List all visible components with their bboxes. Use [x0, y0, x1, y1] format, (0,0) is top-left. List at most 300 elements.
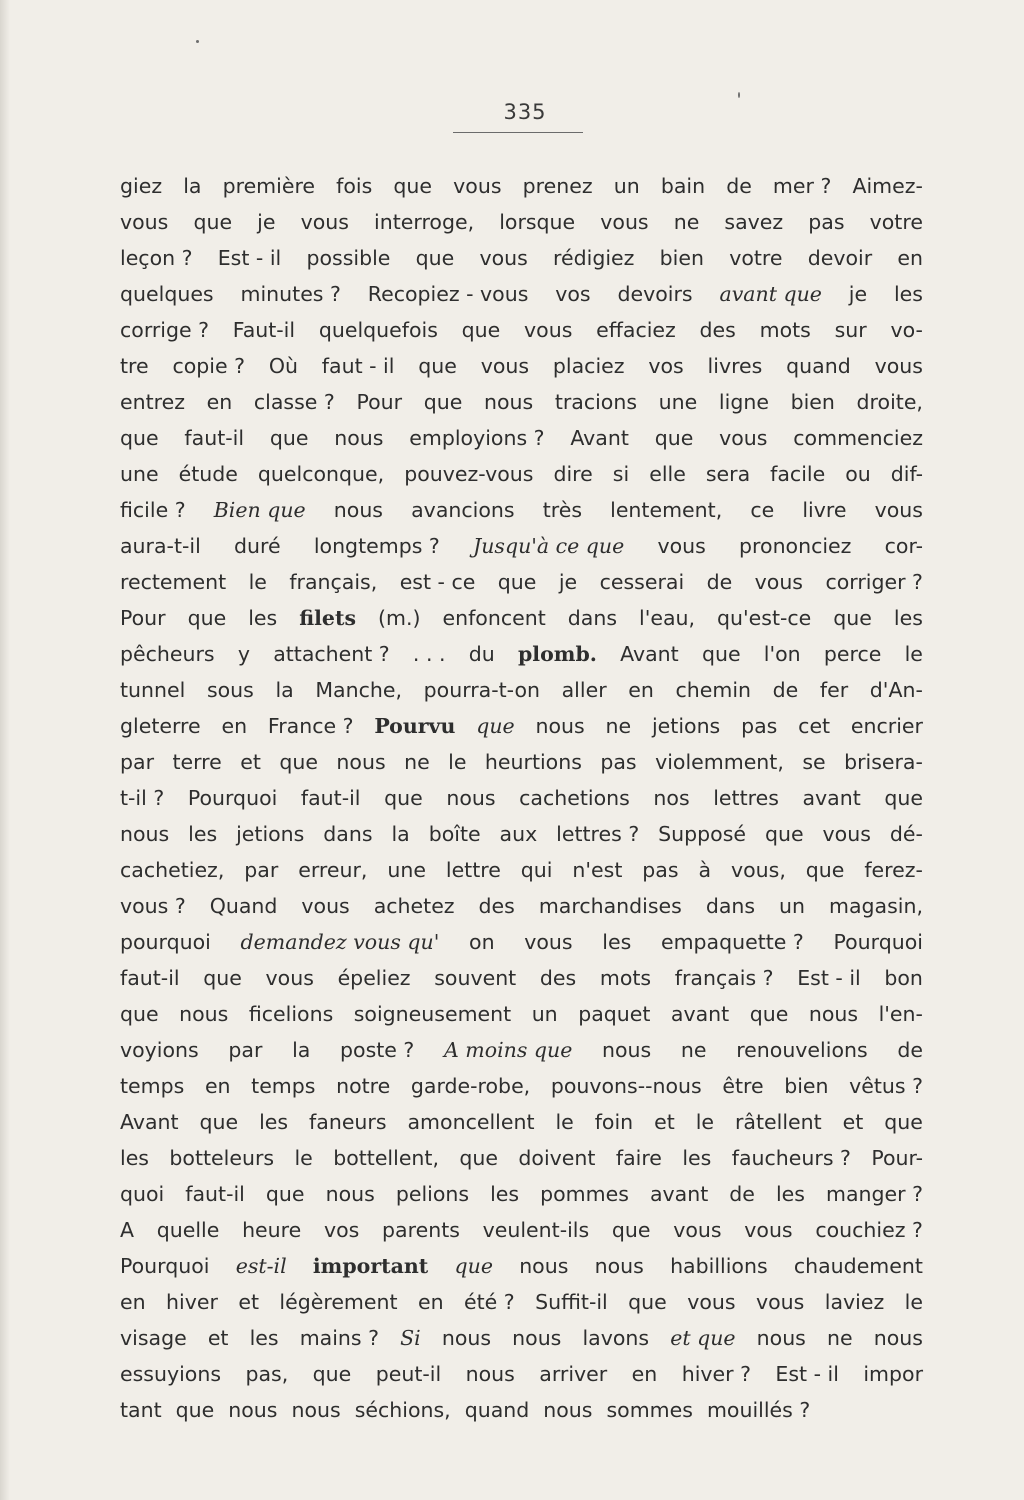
word: le — [695, 1110, 715, 1134]
word: les — [893, 282, 923, 306]
word: épeliez — [337, 966, 411, 990]
word: possible — [306, 246, 391, 270]
word: gleterre — [120, 714, 201, 738]
word: que — [415, 246, 455, 270]
word: France ? — [267, 714, 354, 738]
word: faut-il — [300, 786, 361, 810]
word: Supposé — [658, 822, 747, 846]
word: lettre — [445, 858, 501, 882]
text-line — [120, 420, 923, 456]
word: dif- — [890, 462, 923, 486]
word: quelconque, — [257, 462, 385, 486]
word: été ? — [464, 1290, 515, 1314]
word: visage — [120, 1326, 187, 1350]
word: nous — [465, 1362, 515, 1386]
word: quand — [786, 354, 851, 378]
word: magasin, — [829, 894, 923, 918]
word: vous — [479, 246, 528, 270]
word: bien — [790, 390, 835, 414]
word: nous — [336, 750, 386, 774]
word: rectement — [120, 570, 227, 594]
word: un — [531, 1002, 558, 1026]
word: attachent ? — [273, 642, 390, 666]
word: Où — [268, 354, 298, 378]
word: que — [175, 1398, 215, 1422]
word: un — [613, 174, 640, 198]
word: Pourvu — [374, 714, 456, 738]
word: que — [654, 426, 694, 450]
word: que — [701, 642, 741, 666]
word: de — [706, 570, 733, 594]
word: le — [904, 642, 923, 666]
word: et — [207, 1326, 229, 1350]
word: vêtus ? — [849, 1074, 923, 1098]
word: Suffit-il — [535, 1290, 608, 1314]
word: Pourquoi — [187, 786, 278, 810]
word: ne — [605, 714, 632, 738]
word: notre — [336, 1074, 391, 1098]
word: bottellent, — [333, 1146, 439, 1170]
word: fer — [819, 678, 849, 702]
word: nous — [873, 1326, 923, 1350]
word: giez — [120, 174, 163, 198]
word: hiver — [166, 1290, 218, 1314]
word: que — [279, 750, 318, 774]
word: t-il ? — [120, 786, 165, 810]
word: que — [193, 210, 233, 234]
word: vous — [524, 318, 573, 342]
word: Quand — [209, 894, 278, 918]
word: faneurs — [309, 1110, 387, 1134]
word: Pourquoi — [833, 930, 923, 954]
word: l'on — [763, 642, 801, 666]
word: est-il — [235, 1254, 287, 1278]
word: ne — [826, 1326, 853, 1350]
text-line — [120, 996, 923, 1032]
word: les — [248, 606, 278, 630]
page-number-rule — [453, 132, 583, 133]
text-line — [120, 1356, 923, 1392]
word: garde-robe, — [410, 1074, 531, 1098]
word: français ? — [674, 966, 774, 990]
word: et que — [670, 1326, 736, 1350]
text-line — [120, 1212, 923, 1248]
word: des — [478, 894, 515, 918]
word: le — [904, 1290, 923, 1314]
word: Est - il — [797, 966, 861, 990]
word: pourquoi — [120, 930, 211, 954]
word: Avant — [120, 1110, 179, 1134]
word: le — [555, 1110, 574, 1134]
word: séchions, — [354, 1398, 451, 1422]
word: mouillés ? — [706, 1398, 811, 1422]
word: votre — [729, 246, 783, 270]
word: erreur, — [298, 858, 368, 882]
word: que — [120, 1002, 159, 1026]
word: manger ? — [825, 1182, 923, 1206]
word: que — [269, 426, 309, 450]
word: vos — [555, 282, 591, 306]
word: livre — [802, 498, 847, 522]
word: que — [476, 714, 515, 738]
word: et — [842, 1110, 864, 1134]
word: nous — [228, 1398, 278, 1422]
word: que — [628, 1290, 667, 1314]
word: que — [393, 174, 433, 198]
word: par — [120, 750, 155, 774]
text-line — [120, 1104, 923, 1140]
word: avant — [802, 786, 861, 810]
word: bien — [659, 246, 704, 270]
word: souvent — [434, 966, 517, 990]
word: jetions — [236, 822, 305, 846]
word: le — [294, 1146, 313, 1170]
word: commenciez — [793, 426, 923, 450]
text-line — [120, 636, 923, 672]
word: longtemps ? — [313, 534, 440, 558]
word: je — [257, 210, 276, 234]
word: classe ? — [253, 390, 335, 414]
word: des — [699, 318, 736, 342]
word: les — [682, 1146, 712, 1170]
word: Est - il — [217, 246, 282, 270]
word: par — [244, 858, 279, 882]
word: copie ? — [172, 354, 245, 378]
word: ce — [750, 498, 775, 522]
word: pouvez-vous — [404, 462, 534, 486]
word: tunnel — [120, 678, 186, 702]
word: brisera- — [844, 750, 923, 774]
word: une — [658, 390, 698, 414]
word: ficelions — [248, 1002, 334, 1026]
word: vous ? — [120, 894, 186, 918]
word: empaquette ? — [660, 930, 804, 954]
word: effaciez — [596, 318, 676, 342]
text-line — [120, 312, 923, 348]
word: en — [417, 1290, 444, 1314]
word: minutes ? — [240, 282, 341, 306]
word: arriver — [539, 1362, 608, 1386]
word: pêcheurs — [120, 642, 215, 666]
word: temps — [251, 1074, 316, 1098]
word: de — [726, 174, 752, 198]
word: lorsque — [499, 210, 576, 234]
text-line — [120, 744, 923, 780]
word: faire — [615, 1146, 662, 1170]
word: pas, — [245, 1362, 289, 1386]
word: de — [772, 678, 799, 702]
word: dans — [323, 822, 373, 846]
word: cachetions — [519, 786, 630, 810]
word: que — [454, 1254, 493, 1278]
word: de — [897, 1038, 923, 1062]
word: qui — [520, 858, 553, 882]
text-line — [120, 960, 923, 996]
word: plomb. — [517, 642, 597, 666]
text-line — [120, 924, 923, 960]
word: ou — [845, 462, 871, 486]
word: prononciez — [739, 534, 852, 558]
word: français, — [289, 570, 378, 594]
word: et — [240, 750, 261, 774]
word: vous — [453, 174, 502, 198]
word: tracions — [554, 390, 638, 414]
word: en — [628, 678, 654, 702]
word: vous — [265, 966, 314, 990]
word: vous — [874, 498, 923, 522]
word: terre — [172, 750, 222, 774]
word: faucheurs ? — [731, 1146, 851, 1170]
word: employions ? — [409, 426, 545, 450]
word: et — [654, 1110, 675, 1134]
word: Est - il — [775, 1362, 839, 1386]
word: que — [265, 1182, 305, 1206]
text-line — [120, 1068, 923, 1104]
text-line — [120, 456, 923, 492]
word: que — [203, 966, 242, 990]
word: Bien que — [213, 498, 306, 522]
word: en — [897, 246, 923, 270]
word: heurtions — [484, 750, 582, 774]
word: dé- — [889, 822, 923, 846]
word: la — [391, 822, 410, 846]
word: quelle — [156, 1218, 220, 1242]
word: foin — [594, 1110, 634, 1134]
text-line — [120, 492, 923, 528]
word: sera — [705, 462, 751, 486]
word: faut-il — [184, 426, 245, 450]
word: habillions — [670, 1254, 768, 1278]
word: parents — [382, 1218, 460, 1242]
word: les — [490, 1182, 520, 1206]
word: y — [237, 642, 250, 666]
word: corrige ? — [120, 318, 210, 342]
word: Jusqu'à ce que — [473, 534, 625, 558]
word: nous — [602, 1038, 652, 1062]
word: de — [729, 1182, 755, 1206]
text-line — [120, 1176, 923, 1212]
word: que — [884, 1110, 923, 1134]
word: vous, — [730, 858, 786, 882]
word: achetez — [373, 894, 455, 918]
word: marchandises — [538, 894, 682, 918]
word: Aimez- — [852, 174, 923, 198]
word: A moins que — [443, 1038, 573, 1062]
text-line — [120, 1248, 923, 1284]
word: en — [120, 1290, 146, 1314]
word: Faut-il — [232, 318, 296, 342]
word: faut - il — [321, 354, 395, 378]
word: nous — [441, 1326, 492, 1350]
word: corriger ? — [825, 570, 923, 594]
word: entrez — [120, 390, 185, 414]
word: pas — [741, 714, 778, 738]
word: vous — [524, 930, 573, 954]
word: tant — [120, 1398, 162, 1422]
word: vous — [300, 210, 349, 234]
word: nous — [756, 1326, 806, 1350]
word: que — [764, 822, 804, 846]
word: filets — [299, 606, 356, 630]
word: nous — [325, 1182, 375, 1206]
word: bien — [784, 1074, 829, 1098]
word: n'est — [572, 858, 623, 882]
word: mains ? — [299, 1326, 379, 1350]
text-line — [120, 204, 923, 240]
word: pas — [600, 750, 637, 774]
word: l'en- — [878, 1002, 923, 1026]
word: que — [749, 1002, 789, 1026]
word: que — [187, 606, 227, 630]
word: leçon ? — [120, 246, 193, 270]
word: ferez- — [864, 858, 923, 882]
word: poste ? — [340, 1038, 415, 1062]
word: facile — [770, 462, 826, 486]
word: pelions — [395, 1182, 470, 1206]
word: l'eau, — [639, 606, 696, 630]
word: vous — [120, 210, 169, 234]
word: renouvelions — [736, 1038, 868, 1062]
word: se — [802, 750, 826, 774]
word: que — [312, 1362, 352, 1386]
word: chemin — [675, 678, 752, 702]
word: que — [423, 390, 463, 414]
text-line — [120, 240, 923, 276]
word: Pour- — [871, 1146, 923, 1170]
word: des — [539, 966, 577, 990]
word: interroge, — [374, 210, 475, 234]
word: ligne — [718, 390, 769, 414]
word: nous — [594, 1254, 644, 1278]
word: vous — [754, 570, 803, 594]
text-line — [120, 780, 923, 816]
word: les — [188, 822, 218, 846]
word: Avant — [620, 642, 679, 666]
text-line — [120, 1392, 923, 1428]
word: en — [204, 1074, 231, 1098]
word: les — [775, 1182, 805, 1206]
word: placiez — [552, 354, 625, 378]
word: nous — [543, 1398, 593, 1422]
word: vous — [874, 354, 923, 378]
word: voyions — [120, 1038, 199, 1062]
word: dire — [553, 462, 593, 486]
text-line — [120, 168, 923, 204]
text-line — [120, 348, 923, 384]
text-line — [120, 600, 923, 636]
word: heure — [242, 1218, 302, 1242]
word: A — [120, 1218, 135, 1242]
word: temps — [120, 1074, 185, 1098]
word: les — [259, 1110, 289, 1134]
word: cesserai — [599, 570, 685, 594]
word: enfoncent — [442, 606, 546, 630]
word: impor — [863, 1362, 923, 1386]
word: nous — [519, 1254, 569, 1278]
word: vous — [822, 822, 871, 846]
paper-speck — [738, 92, 740, 98]
word: ne — [404, 750, 430, 774]
word: les — [893, 606, 923, 630]
word: je — [848, 282, 868, 306]
text-line — [120, 672, 923, 708]
word: veulent-ils — [482, 1218, 590, 1242]
word: les — [249, 1326, 279, 1350]
word: faut-il — [120, 966, 180, 990]
word: pourra-t-on — [423, 678, 540, 702]
word: en — [206, 390, 233, 414]
word: laviez — [824, 1290, 885, 1314]
word: mots — [599, 966, 652, 990]
text-line — [120, 384, 923, 420]
word: être — [722, 1074, 764, 1098]
body-text — [120, 168, 923, 1428]
word: nous — [808, 1002, 859, 1026]
word: votre — [869, 210, 923, 234]
word: livres — [707, 354, 763, 378]
word: ne — [673, 210, 700, 234]
text-line — [120, 1284, 923, 1320]
word: chaudement — [793, 1254, 923, 1278]
word: un — [779, 894, 806, 918]
word: du — [468, 642, 495, 666]
word: vous — [687, 1290, 736, 1314]
word: nous — [512, 1326, 562, 1350]
word: doivent — [518, 1146, 596, 1170]
word: sous — [206, 678, 254, 702]
word: vous — [756, 1290, 805, 1314]
word: prenez — [522, 174, 593, 198]
word: bon — [884, 966, 923, 990]
word: Avant — [570, 426, 629, 450]
word: nous — [483, 390, 534, 414]
word: lettres — [713, 786, 779, 810]
word: une — [387, 858, 426, 882]
word: est - ce — [399, 570, 476, 594]
word: lentement, — [610, 498, 723, 522]
word: faut-il — [185, 1182, 245, 1206]
text-line — [120, 1320, 923, 1356]
word: important — [312, 1254, 429, 1278]
word: devoir — [807, 246, 873, 270]
word: amoncellent — [407, 1110, 535, 1134]
word: cor- — [884, 534, 923, 558]
word: violemment, — [655, 750, 784, 774]
word: Manche, — [315, 678, 403, 702]
word: pommes — [540, 1182, 629, 1206]
word: droite, — [856, 390, 923, 414]
word: la — [183, 174, 202, 198]
word: en — [631, 1362, 658, 1386]
word: quoi — [120, 1182, 165, 1206]
word: ne — [680, 1038, 707, 1062]
word: devoirs — [617, 282, 693, 306]
word: mots — [759, 318, 811, 342]
word: pouvons--nous — [550, 1074, 702, 1098]
word: demandez vous qu' — [240, 930, 440, 954]
word: elle — [649, 462, 686, 486]
word: Pour — [356, 390, 403, 414]
word: sommes — [606, 1398, 693, 1422]
word: peut-il — [375, 1362, 442, 1386]
word: râtellent — [734, 1110, 822, 1134]
word: étude — [178, 462, 238, 486]
text-line — [120, 852, 923, 888]
text-line — [120, 564, 923, 600]
word: encrier — [850, 714, 923, 738]
word: nous — [334, 426, 384, 450]
word: duré — [234, 534, 281, 558]
